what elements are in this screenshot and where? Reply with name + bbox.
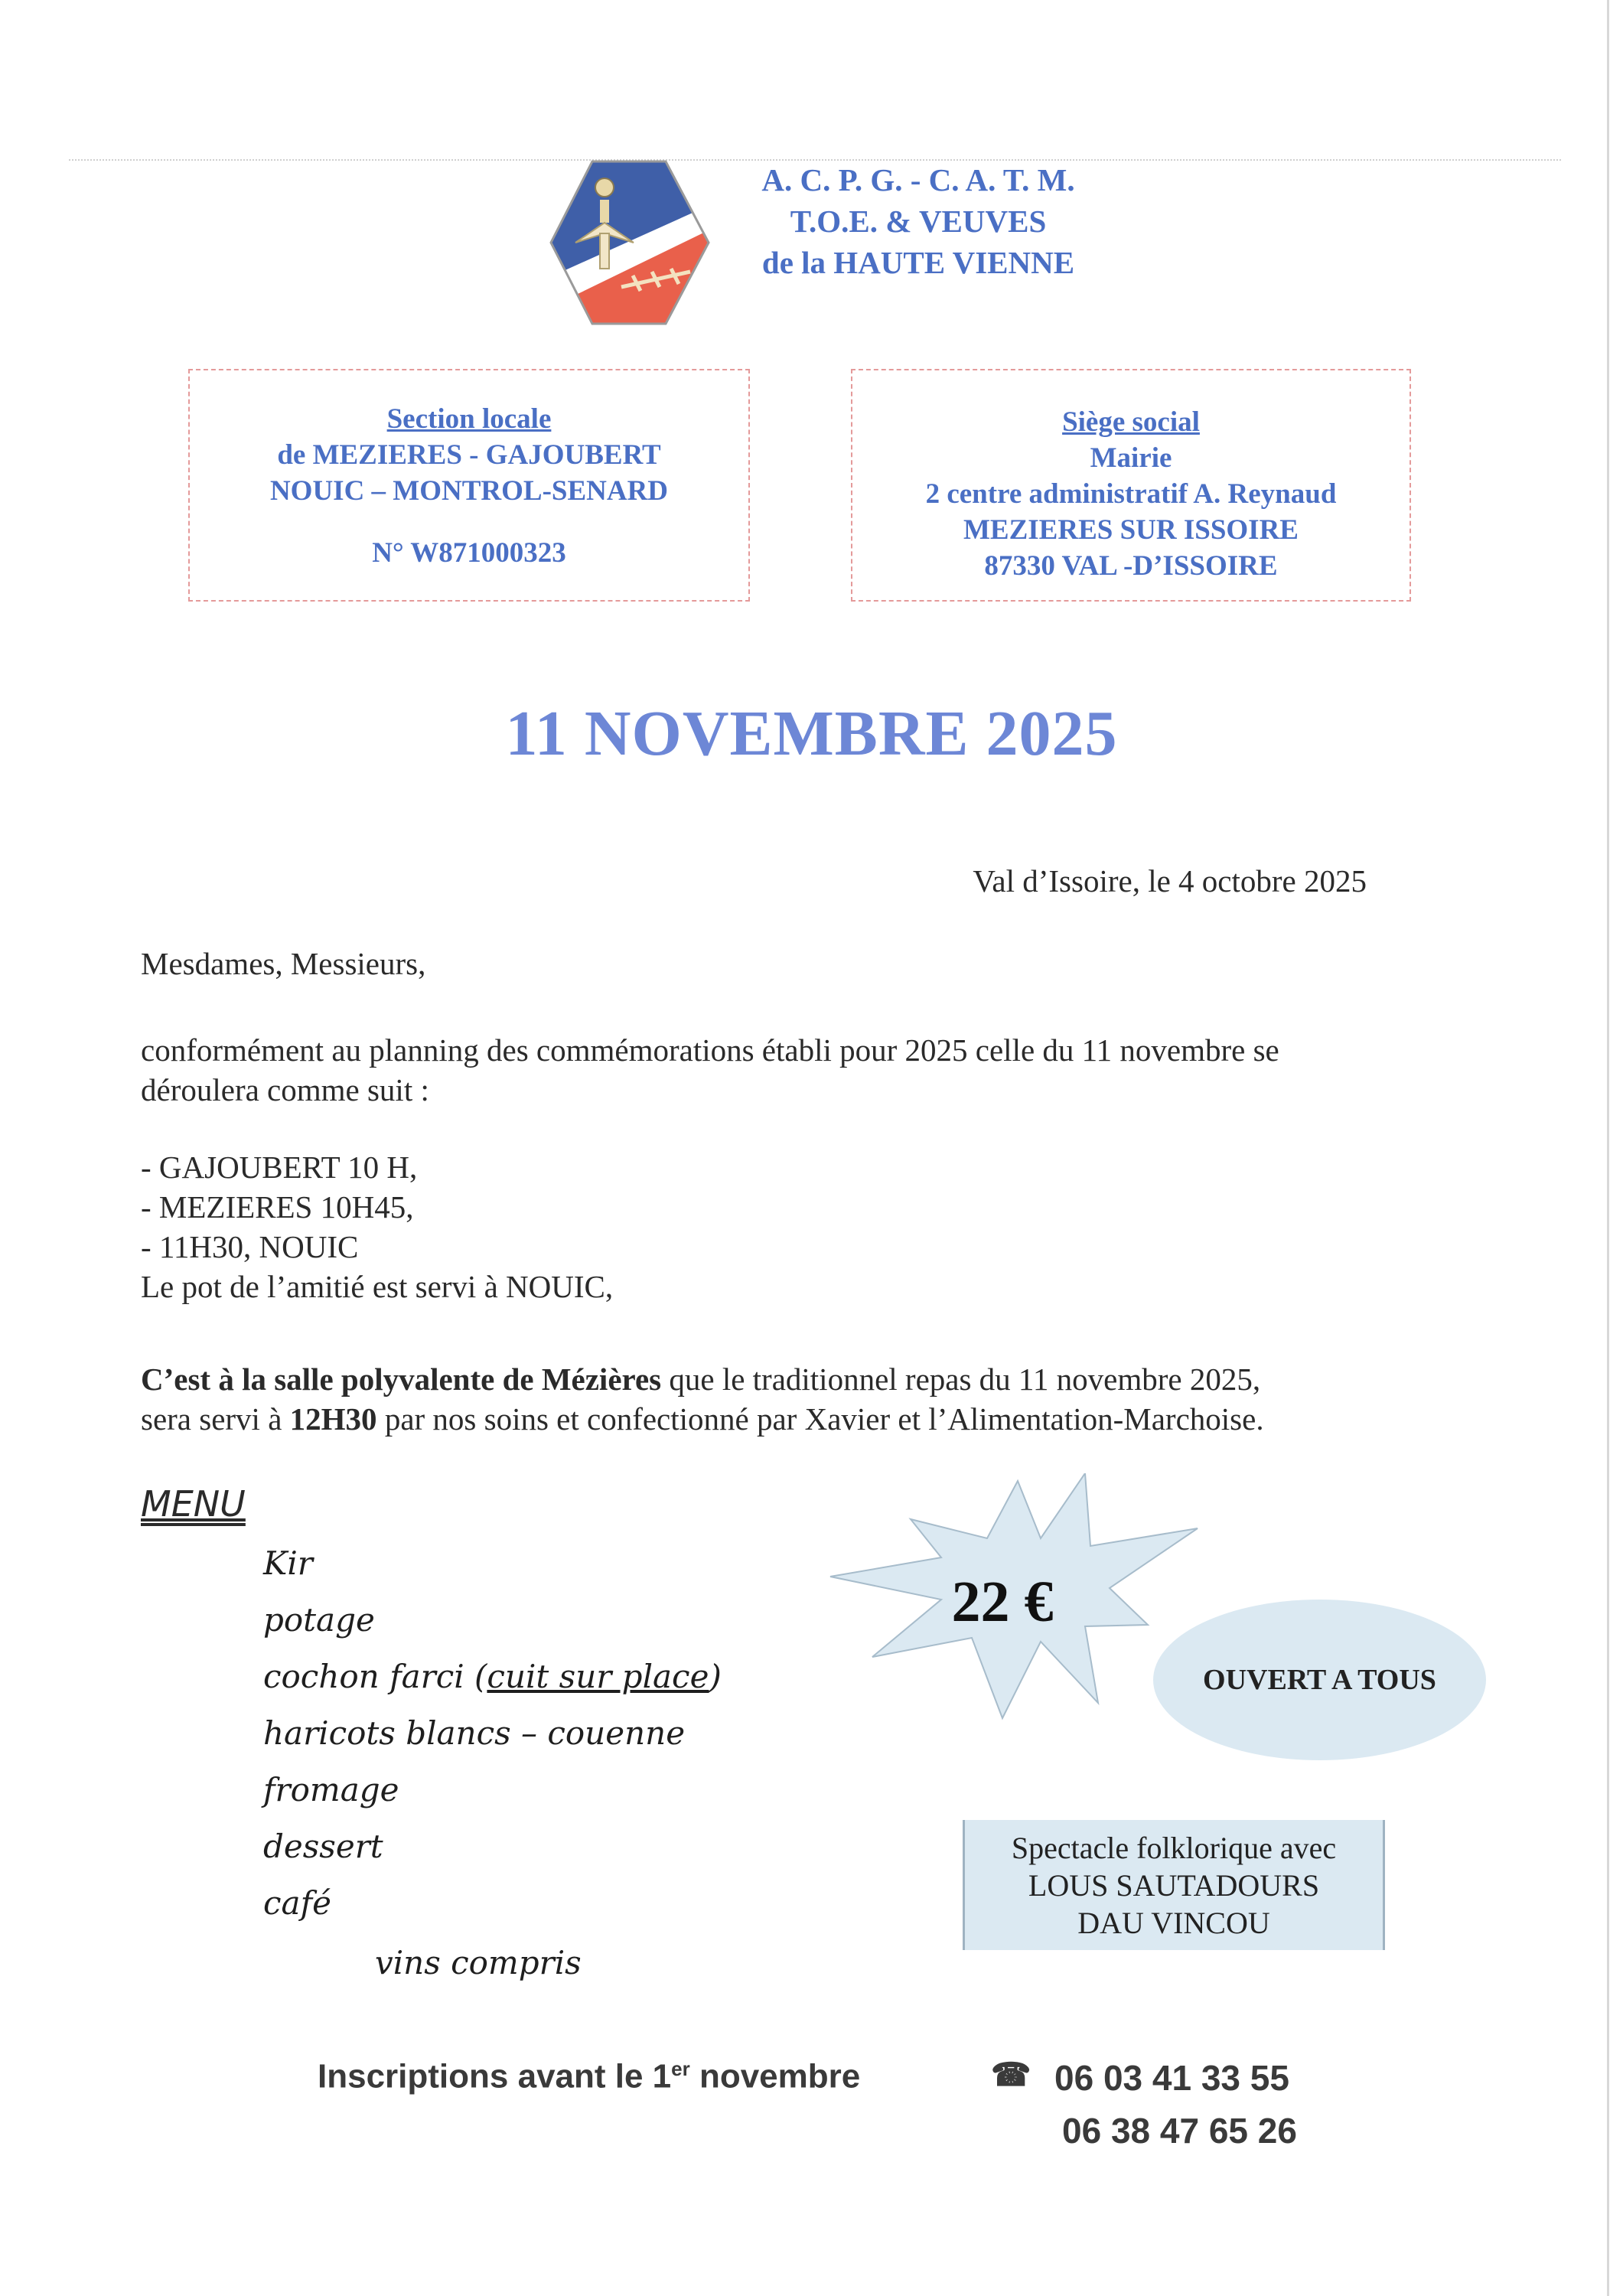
cochon-prefix: cochon farci ( — [263, 1658, 487, 1695]
schedule-item: - MEZIERES 10H45, — [141, 1189, 414, 1225]
siege-line-3: MEZIERES SUR ISSOIRE — [963, 514, 1299, 546]
page-title: 11 NOVEMBRE 2025 — [505, 698, 1118, 769]
dateline: Val d’Issoire, le 4 octobre 2025 — [973, 863, 1367, 899]
page-edge-shadow — [1607, 0, 1609, 2296]
siege-line-1: Mairie — [1090, 442, 1172, 474]
inscriptions-text: Inscriptions avant le 1 — [318, 2057, 672, 2095]
menu-item-cafe: café — [263, 1884, 331, 1922]
spectacle-line-2: LOUS SAUTADOURS — [1028, 1868, 1320, 1903]
intro-line-1: conformément au planning des commémorations établi pour 2025 celle du 11 novembre se — [141, 1032, 1279, 1068]
schedule-list — [141, 1147, 613, 1306]
section-locale-box — [188, 369, 750, 602]
spectacle-banner — [963, 1820, 1385, 1950]
meal-text-1: que le traditionnel repas du 11 novembre 2025, — [661, 1362, 1261, 1397]
schedule-item: - 11H30, NOUIC — [141, 1229, 359, 1264]
price-label: 22 € — [951, 1570, 1054, 1634]
meal-time: 12H30 — [289, 1401, 377, 1437]
pot-line: Le pot de l’amitié est servi à NOUIC, — [141, 1269, 614, 1304]
menu-wine-note: vins compris — [375, 1944, 582, 1981]
phone-icon: ☎ — [991, 2056, 1031, 2092]
salutation: Mesdames, Messieurs, — [141, 946, 426, 981]
menu-item-kir: Kir — [263, 1544, 313, 1582]
meal-venue: C’est à la salle polyvalente de Mézières — [141, 1362, 662, 1397]
intro-paragraph — [141, 1030, 1279, 1110]
org-line-1: A. C. P. G. - C. A. T. M. — [761, 162, 1075, 197]
cochon-suffix: ) — [709, 1658, 722, 1695]
meal-paragraph — [141, 1359, 1264, 1439]
menu-item-fromage: fromage — [263, 1771, 399, 1808]
siege-social-box — [851, 369, 1411, 602]
menu-item-dessert: dessert — [263, 1828, 383, 1865]
phone-number-2: 06 38 47 65 26 — [1062, 2111, 1297, 2151]
section-line-1: de MEZIERES - GAJOUBERT — [277, 439, 661, 471]
association-emblem — [545, 157, 715, 328]
open-to-all-badge: OUVERT A TOUS — [1153, 1600, 1486, 1760]
inscriptions-line — [318, 2057, 860, 2096]
siege-title: Siège social — [1062, 406, 1200, 438]
phone-number-1: 06 03 41 33 55 — [1054, 2058, 1289, 2098]
siege-line-4: 87330 VAL -D’ISSOIRE — [984, 550, 1278, 582]
organisation-header — [735, 159, 1102, 283]
cochon-underlined: cuit sur place — [487, 1658, 709, 1695]
menu-item-potage: potage — [263, 1601, 375, 1639]
section-title: Section locale — [386, 403, 552, 435]
menu-title: MENU — [141, 1483, 246, 1525]
inscriptions-superscript: er — [671, 2057, 690, 2080]
meal-text-2a: sera servi à — [141, 1401, 290, 1437]
menu-item-cochon — [263, 1658, 722, 1695]
intro-line-2: déroulera comme suit : — [141, 1072, 429, 1107]
spectacle-line-3: DAU VINCOU — [1077, 1906, 1270, 1940]
menu-item-haricots: haricots blancs – couenne — [263, 1714, 686, 1752]
section-line-2: NOUIC – MONTROL-SENARD — [269, 475, 669, 507]
inscriptions-month: novembre — [689, 2057, 861, 2095]
section-number: N° W871000323 — [372, 537, 566, 569]
org-line-2: T.O.E. & VEUVES — [790, 204, 1047, 239]
meal-text-2b: par nos soins et confectionné par Xavier et l’Alimentation-Marchoise. — [376, 1401, 1264, 1437]
spectacle-line-1: Spectacle folklorique avec — [1011, 1831, 1337, 1865]
org-line-3: de la HAUTE VIENNE — [761, 245, 1075, 280]
siege-line-2: 2 centre administratif A. Reynaud — [925, 478, 1337, 510]
schedule-item: - GAJOUBERT 10 H, — [141, 1150, 418, 1185]
